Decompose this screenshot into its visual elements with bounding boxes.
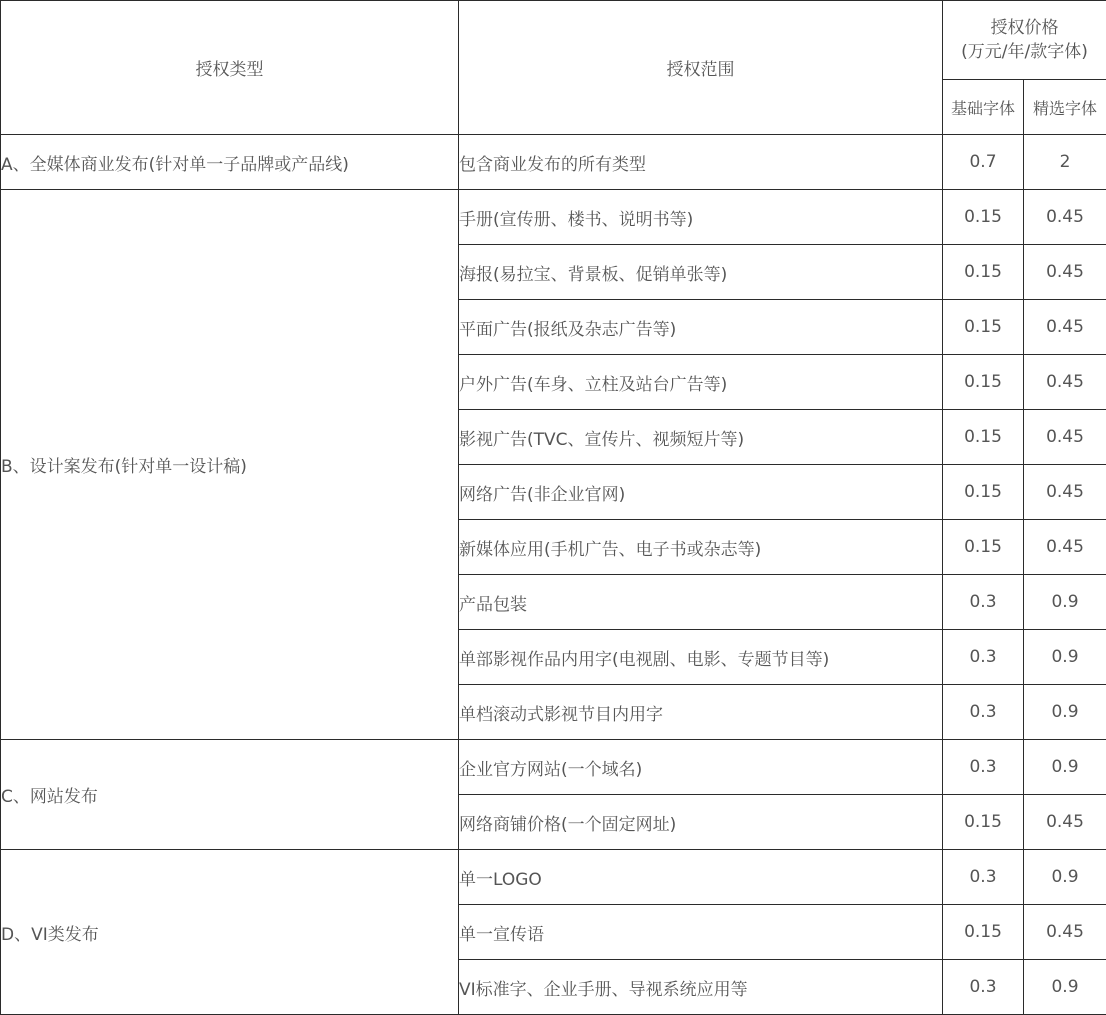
basic-font-price-cell: 0.7 <box>943 135 1024 190</box>
license-type-cell: C、网站发布 <box>1 740 459 850</box>
table-row <box>1 740 1106 795</box>
basic-font-price-cell: 0.15 <box>943 465 1024 520</box>
license-type-cell: A、全媒体商业发布(针对单一子品牌或产品线) <box>1 135 459 190</box>
license-scope-cell: 手册(宣传册、楼书、说明书等) <box>459 190 943 245</box>
select-font-price-cell: 0.9 <box>1024 575 1106 630</box>
select-font-price-cell: 0.9 <box>1024 685 1106 740</box>
select-font-price-cell: 0.9 <box>1024 740 1106 795</box>
header-license-scope: 授权范围 <box>459 1 943 135</box>
license-scope-cell: 网络商铺价格(一个固定网址) <box>459 795 943 850</box>
basic-font-price-cell: 0.15 <box>943 410 1024 465</box>
select-font-price-cell: 0.45 <box>1024 520 1106 575</box>
license-type-cell: B、设计案发布(针对单一设计稿) <box>1 190 459 740</box>
basic-font-price-cell: 0.3 <box>943 740 1024 795</box>
select-font-price-cell: 0.45 <box>1024 465 1106 520</box>
table-body <box>1 135 1106 1015</box>
select-font-price-cell: 0.45 <box>1024 300 1106 355</box>
license-scope-cell: 海报(易拉宝、背景板、促销单张等) <box>459 245 943 300</box>
basic-font-price-cell: 0.3 <box>943 575 1024 630</box>
basic-font-price-cell: 0.15 <box>943 795 1024 850</box>
license-scope-cell: 新媒体应用(手机广告、电子书或杂志等) <box>459 520 943 575</box>
basic-font-price-cell: 0.15 <box>943 520 1024 575</box>
select-font-price-cell: 2 <box>1024 135 1106 190</box>
license-scope-cell: 产品包装 <box>459 575 943 630</box>
header-basic-font: 基础字体 <box>943 80 1024 135</box>
license-scope-cell: 影视广告(TVC、宣传片、视频短片等) <box>459 410 943 465</box>
license-scope-cell: 单一LOGO <box>459 850 943 905</box>
select-font-price-cell: 0.45 <box>1024 410 1106 465</box>
header-price-title: 授权价格 <box>990 18 1059 38</box>
select-font-price-cell: 0.45 <box>1024 905 1106 960</box>
header-row <box>1 1 1106 80</box>
license-scope-cell: 户外广告(车身、立柱及站台广告等) <box>459 355 943 410</box>
select-font-price-cell: 0.45 <box>1024 795 1106 850</box>
basic-font-price-cell: 0.3 <box>943 960 1024 1015</box>
table-row <box>1 190 1106 245</box>
basic-font-price-cell: 0.3 <box>943 685 1024 740</box>
license-scope-cell: 企业官方网站(一个域名) <box>459 740 943 795</box>
select-font-price-cell: 0.9 <box>1024 960 1106 1015</box>
basic-font-price-cell: 0.15 <box>943 190 1024 245</box>
header-license-price <box>943 1 1106 80</box>
table-row <box>1 135 1106 190</box>
license-scope-cell: 网络广告(非企业官网) <box>459 465 943 520</box>
license-scope-cell: VI标准字、企业手册、导视系统应用等 <box>459 960 943 1015</box>
license-scope-cell: 单档滚动式影视节目内用字 <box>459 685 943 740</box>
select-font-price-cell: 0.45 <box>1024 355 1106 410</box>
basic-font-price-cell: 0.3 <box>943 630 1024 685</box>
basic-font-price-cell: 0.15 <box>943 300 1024 355</box>
license-scope-cell: 包含商业发布的所有类型 <box>459 135 943 190</box>
select-font-price-cell: 0.9 <box>1024 630 1106 685</box>
table-row <box>1 850 1106 905</box>
basic-font-price-cell: 0.15 <box>943 355 1024 410</box>
select-font-price-cell: 0.9 <box>1024 850 1106 905</box>
header-select-font: 精选字体 <box>1024 80 1106 135</box>
header-price-unit: (万元/年/款字体) <box>961 42 1088 62</box>
license-scope-cell: 单部影视作品内用字(电视剧、电影、专题节目等) <box>459 630 943 685</box>
license-scope-cell: 单一宣传语 <box>459 905 943 960</box>
header-license-type: 授权类型 <box>1 1 459 135</box>
basic-font-price-cell: 0.15 <box>943 905 1024 960</box>
select-font-price-cell: 0.45 <box>1024 190 1106 245</box>
basic-font-price-cell: 0.15 <box>943 245 1024 300</box>
license-scope-cell: 平面广告(报纸及杂志广告等) <box>459 300 943 355</box>
license-type-cell: D、VI类发布 <box>1 850 459 1015</box>
basic-font-price-cell: 0.3 <box>943 850 1024 905</box>
select-font-price-cell: 0.45 <box>1024 245 1106 300</box>
